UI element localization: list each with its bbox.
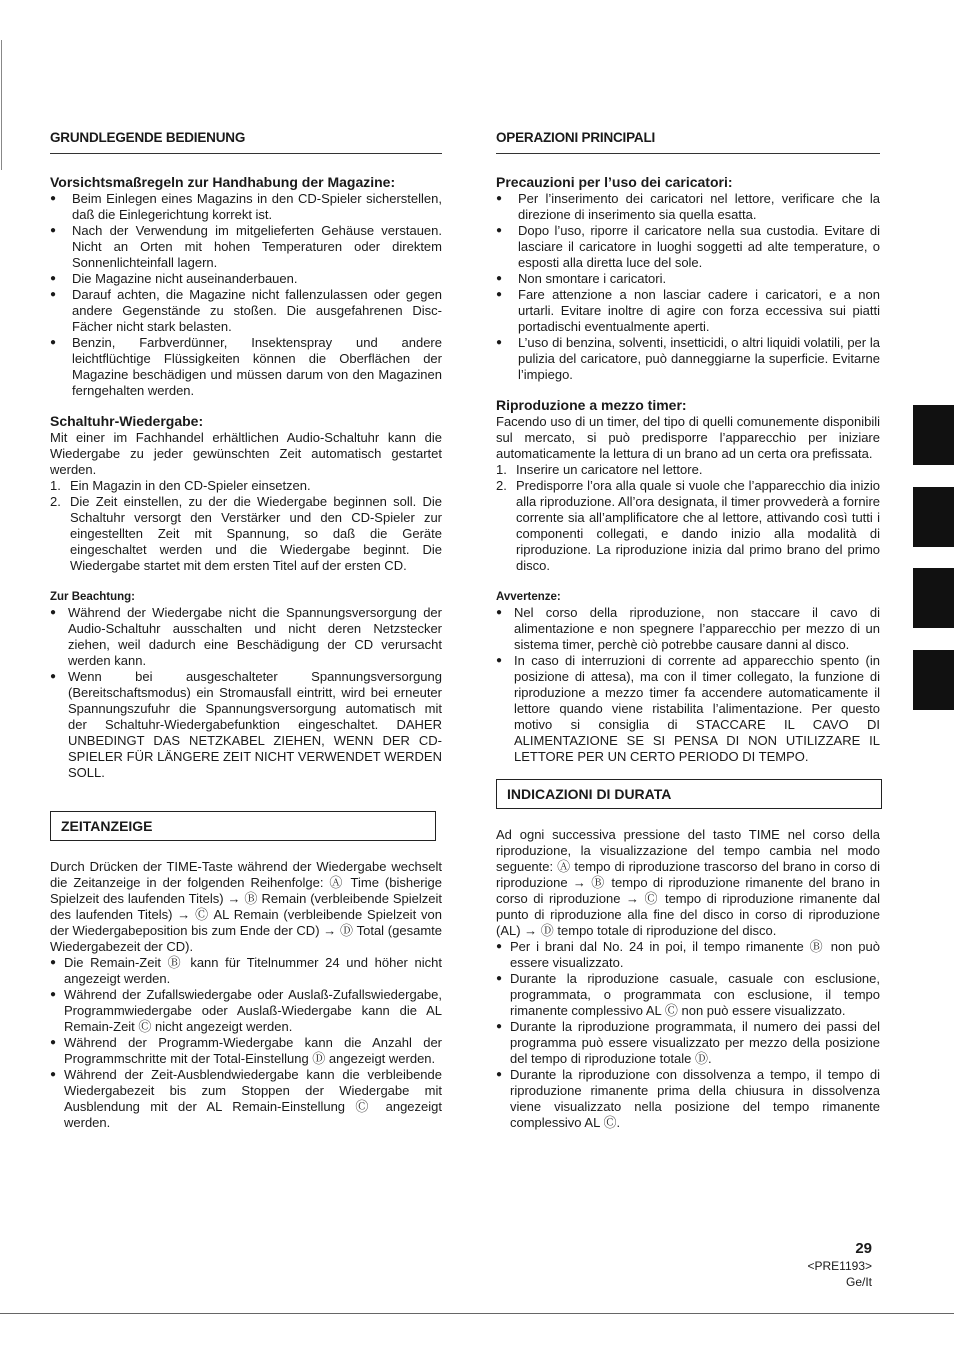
timer-playback-title-it: Riproduzione a mezzo timer:	[496, 397, 687, 413]
timer-intro-de: Mit einer im Fachhandel erhältlichen Audio-Schaltuhr kann die Wiedergabe zu jeder gewünschten Zeit automatisch gestartet werden.	[50, 430, 442, 477]
list-item: ● Benzin, Farbverdünner, Insektenspray und andere leichtflüchtige Flüssigkeiten können die Oberflächen der Magazine beschädigen und müssen darum von den Magazinen ferngehalten werden.	[50, 335, 442, 399]
page-footer	[808, 1240, 873, 1290]
list-item: 2. Die Zeit einstellen, zu der die Wiedergabe beginnen soll. Die Schaltuhr versorgt den Verstärker und den CD-Spieler zur eingestellten Zeit mit Spannung, so daß die Geräte eingeschaltet werden und die Wiedergabe beginnt. Die Wiedergabe startet mit dem ersten Titel auf der ersten CD.	[50, 494, 442, 573]
list-item: ● L’uso di benzina, solventi, insetticidi, o altri liquidi volatili, per la pulizia del caricatore, può danneggiarne la superficie. Evitarne l’impiego.	[496, 335, 880, 383]
list-item: ● Während der Zeit-Ausblendwiedergabe kann die verbleibende Wiedergabezeit bis zum Stoppen der Wiedergabe mit Ausblendung mit der AL Remain-Einstellung Ⓒ angezeigt werden.	[50, 1067, 442, 1131]
time-intro-it: Ad ogni successiva pressione del tasto TIME nel corso della riproduzione, la visualizzazione del tempo cambia nel modo seguente: Ⓐ tempo di riproduzione trascorso del brano in corso di riproduzione → Ⓑ tempo di riproduzione rimanente del brano in corso di riproduzione → Ⓒ tempo di riproduzione rimanente dal punto di riproduzione alla fine del disco in corso di riproduzione (AL) → Ⓓ tempo totale di riproduzione del disco.	[496, 827, 880, 938]
list-item: ● Non smontare i caricatori.	[496, 271, 880, 287]
list-item: ● Beim Einlegen eines Magazins in den CD-Spieler sicherstellen, daß die Einlegerichtung korrekt ist.	[50, 191, 442, 223]
list-item: ● Wenn bei ausgeschalteter Spannungsversorgung (Bereitschaftsmodus) ein Stromausfall eintritt, wird bei erneuter Spannungszufuhr die Spannungsversorgung automatisch mit der Schaltuhr-Wiedergabefunktion eingeschaltet. DAHER UNBEDINGT DAS NETZKABEL ZIEHEN, WENN DER CD-SPIELER FÜR LÄNGERE ZEIT NICHT VERWENDET WERDEN SOLL.	[50, 669, 442, 781]
timer-steps-de	[50, 478, 442, 574]
list-item: ● Durante la riproduzione con dissolvenza a tempo, il tempo di riproduzione rimanente prima della chiusura in dissolvenza viene visualizzato nella posizione del tempo rimanente complessivo AL Ⓒ.	[496, 1067, 880, 1131]
list-item: ● Während der Programm-Wiedergabe kann die Anzahl der Programmschritte mit der Total-Einstellung Ⓓ angezeigt werden.	[50, 1035, 442, 1067]
bottom-rule	[0, 1313, 954, 1314]
list-item: ● Per i brani dal No. 24 in poi, il tempo rimanente Ⓑ non può essere visualizzato.	[496, 939, 880, 971]
scan-margin-line	[1, 40, 2, 170]
note-title-de: Zur Beachtung:	[50, 591, 135, 603]
list-item: ● Per l’inserimento dei caricatori nel lettore, verificare che la direzione di inserimento sia quella esatta.	[496, 191, 880, 223]
note-list-de	[50, 605, 442, 781]
list-item: ● In caso di interruzioni di corrente ad apparecchio spento (in posizione di attesa), ma con il timer collegato, la funzione di riproduzione a mezzo timer fa accendere automaticamente il lettore quando viene ristabilita l’alimentazione. Per questo motivo si consiglia di STACCARE IL CAVO DI ALIMENTAZIONE SE SI PENSA DI NON UTILIZZARE IL LETTORE PER UN CERTO PERIODO DI TEMPO.	[496, 653, 880, 765]
list-item: 1. Inserire un caricatore nel lettore.	[496, 462, 703, 477]
timer-playback-title-de: Schaltuhr-Wiedergabe:	[50, 413, 204, 429]
list-item: 2. Predisporre l’ora alla quale si vuole che l’apparecchio dia inizio alla riproduzione. All’ora designata, il timer provvederà a fornire corrente sia all’amplificatore che al lettore, attivando così tutti i componenti collegati, e dando inizio alla modalità di riproduzione. La riproduzione inizia dal primo brano del primo disco.	[496, 478, 880, 573]
section-header-de: GRUNDLEGENDE BEDIENUNG	[50, 130, 442, 154]
list-item: ● Nach der Verwendung im mitgelieferten Gehäuse verstauen. Nicht an Orten mit hohen Temperaturen oder direktem Sonnenlichteinfall lagern.	[50, 223, 442, 271]
magazine-precautions-title-it: Precauzioni per l’uso dei caricatori:	[496, 174, 733, 190]
language-code: Ge/It	[845, 1275, 872, 1289]
list-item: ● Durante la riproduzione programmata, il numero dei passi del programma può essere visualizzato per mezzo della posizione del tempo di riproduzione totale Ⓓ.	[496, 1019, 880, 1067]
list-item: ● Nel corso della riproduzione, non staccare il cavo di alimentazione e non spegnere l’apparecchio per mezzo di un sistema timer, perchè ciò potrebbe causare danni al disco.	[496, 605, 880, 653]
list-item: 1. Ein Magazin in den CD-Spieler einsetzen.	[50, 478, 311, 493]
time-list-it	[496, 939, 880, 1131]
thumb-index-tab-3	[913, 568, 954, 628]
timer-steps-it	[496, 462, 880, 574]
magazine-precautions-list-it	[496, 191, 880, 383]
thumb-index-tab-2	[913, 487, 954, 547]
italian-column	[496, 130, 880, 1131]
document-code: <PRE1193>	[807, 1259, 872, 1273]
list-item: ● Die Remain-Zeit Ⓑ kann für Titelnummer 24 und höher nicht angezeigt werden.	[50, 955, 442, 987]
time-intro-de: Durch Drücken der TIME-Taste während der Wiedergabe wechselt die Zeitanzeige in der folgenden Reihenfolge: Ⓐ Time (bisherige Spielzeit des laufenden Titels) → Ⓑ Remain (verbleibende Spielzeit des laufenden Titels) → Ⓒ AL Remain (verbleibende Spielzeit von der Wiedergabeposition bis zum Ende der CD) → Ⓓ Total (gesamte Wiedergabezeit der CD).	[50, 859, 442, 954]
list-item: ● Dopo l’uso, riporre il caricatore nella sua custodia. Evitare di lasciare il caricatore in luoghi soggetti ad alte temperature, o esposti alla diretta luce del sole.	[496, 223, 880, 271]
note-list-it	[496, 605, 880, 765]
list-item: ● Während der Zufallswiedergabe oder Auslaß-Zufallswiedergabe, Programmwiedergabe oder Auslaß-Wiedergabe kann die AL Remain-Zeit Ⓒ nicht angezeigt werden.	[50, 987, 442, 1035]
note-title-it: Avvertenze:	[496, 591, 561, 603]
magazine-precautions-title-de: Vorsichtsmaßregeln zur Handhabung der Magazine:	[50, 174, 396, 190]
section-header-it: OPERAZIONI PRINCIPALI	[496, 130, 880, 154]
time-list-de	[50, 955, 442, 1131]
time-display-box-it: INDICAZIONI DI DURATA	[496, 779, 882, 809]
page-number: 29	[855, 1240, 872, 1257]
list-item: ● Darauf achten, die Magazine nicht fallenzulassen oder gegen andere Gegenstände zu stoßen. Die ausgefahrenen Disc-Fächer nicht stark belasten.	[50, 287, 442, 335]
list-item: ● Die Magazine nicht auseinanderbauen.	[50, 271, 442, 287]
magazine-precautions-list-de	[50, 191, 442, 399]
list-item: ● Durante la riproduzione casuale, casuale con esclusione, programmata, o programmata con esclusione, il tempo rimanente complessivo AL Ⓒ non può essere visualizzato.	[496, 971, 880, 1019]
german-column	[50, 130, 442, 1131]
list-item: ● Fare attenzione a non lasciar cadere i caricatori, e a non urtarli. Evitare inoltre di agire con forza eccessiva sui piatti portadischi eventualmente aperti.	[496, 287, 880, 335]
list-item: ● Während der Wiedergabe nicht die Spannungsversorgung der Audio-Schaltuhr ausschalten und nicht deren Netzstecker ziehen, weil dadurch eine Beschädigung der CD verursacht werden kann.	[50, 605, 442, 669]
time-display-box-de: ZEITANZEIGE	[50, 811, 436, 841]
thumb-index-tab-4	[913, 650, 954, 710]
thumb-index-tab-1	[913, 405, 954, 465]
timer-intro-it: Facendo uso di un timer, del tipo di quelli comunemente disponibili sul mercato, si può predisporre l’apparecchio per iniziare automaticamente la lettura di un brano ad un certa ora prefissata.	[496, 414, 880, 461]
